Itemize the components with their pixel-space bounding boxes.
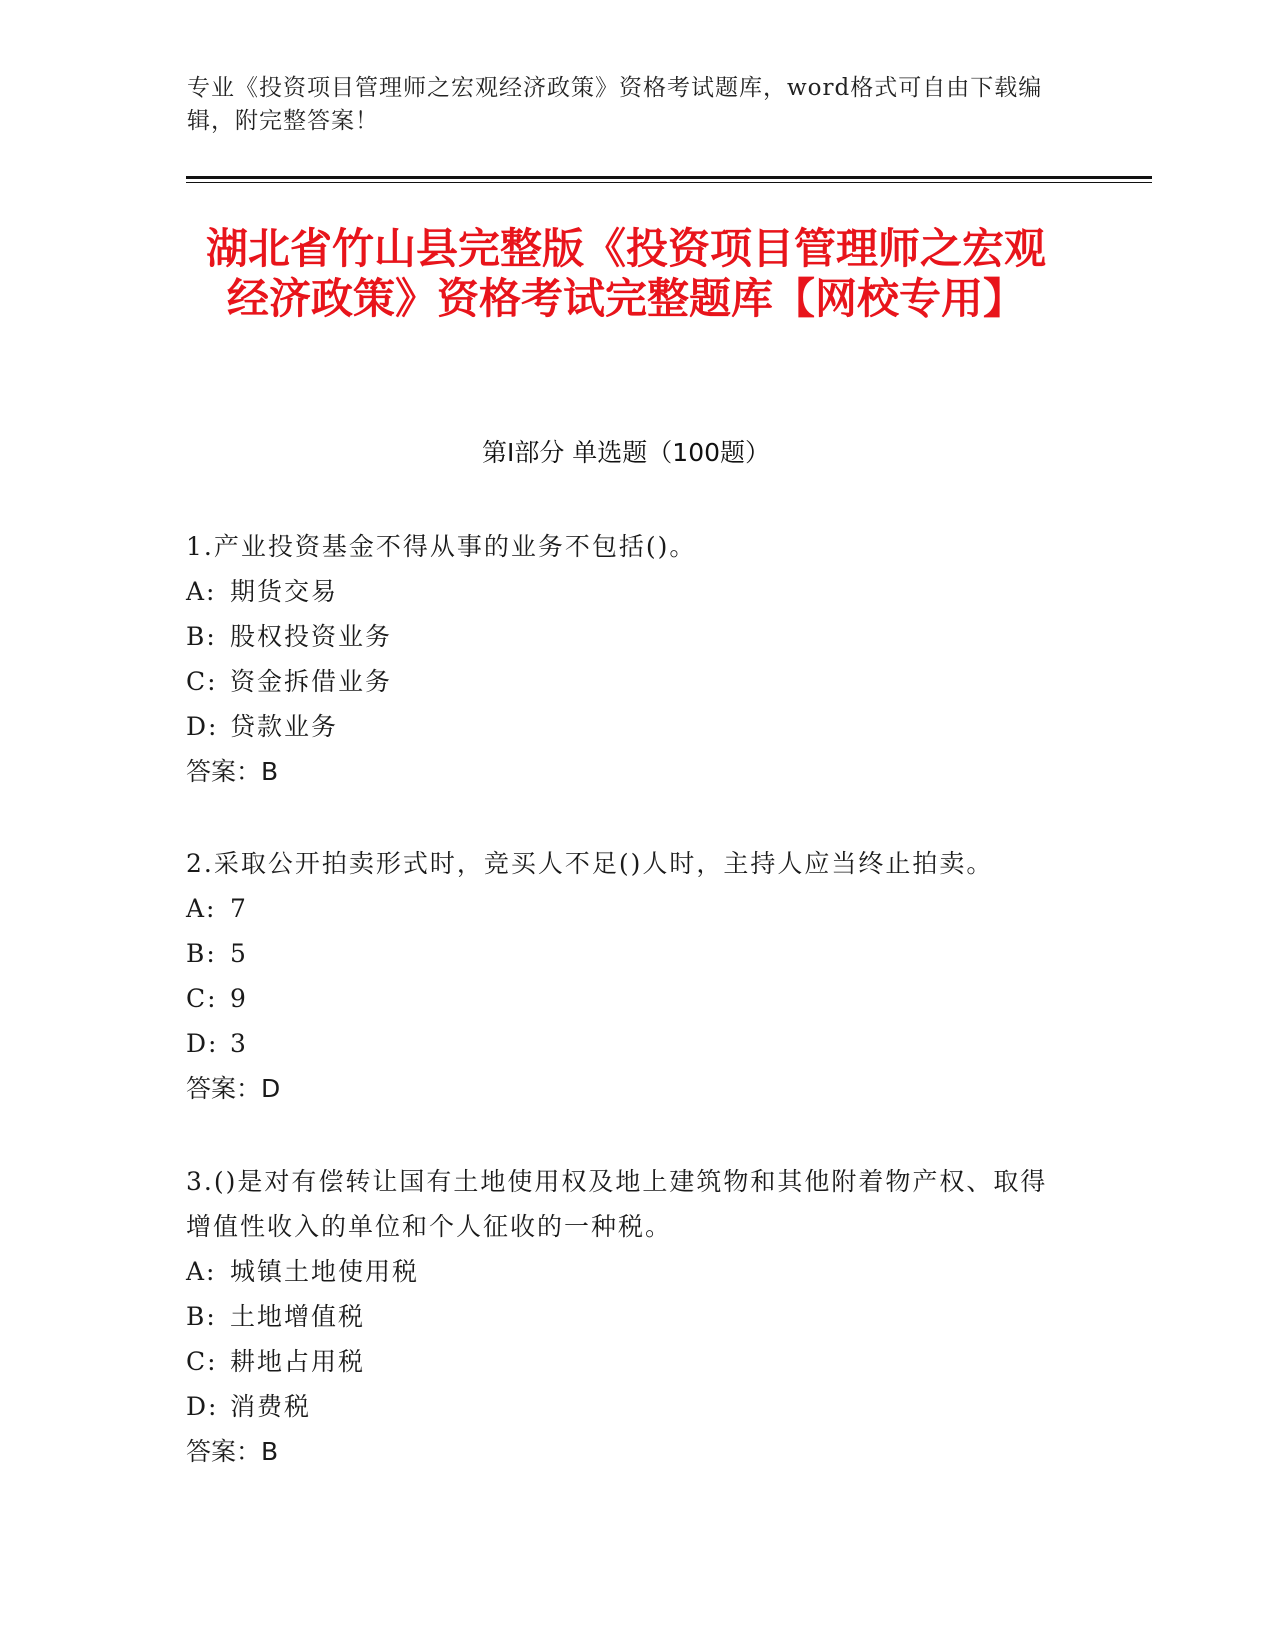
- option-letter: B:: [186, 939, 217, 968]
- option-d: [186, 1384, 1066, 1429]
- option-letter: D:: [186, 1392, 219, 1421]
- option-text: 资金拆借业务: [230, 667, 393, 696]
- question-stem: 2.采取公开拍卖形式时，竞买人不足()人时，主持人应当终止拍卖。: [186, 849, 994, 878]
- answer-line: 答案：B: [186, 1437, 279, 1466]
- option-text: 9: [230, 984, 248, 1013]
- option-text: 消费税: [230, 1392, 312, 1421]
- option-c: [186, 659, 1066, 704]
- option-c: [186, 1339, 1066, 1384]
- option-b: [186, 1294, 1066, 1339]
- option-letter: C:: [186, 667, 218, 696]
- option-text: 股权投资业务: [230, 622, 393, 651]
- option-letter: B:: [186, 1302, 217, 1331]
- option-letter: A:: [186, 577, 217, 606]
- option-text: 贷款业务: [230, 712, 339, 741]
- header-note: 专业《投资项目管理师之宏观经济政策》资格考试题库，word格式可自由下载编辑，附完整答案！: [187, 75, 1043, 134]
- option-text: 5: [230, 939, 248, 968]
- option-text: 7: [230, 894, 248, 923]
- option-text: 土地增值税: [230, 1302, 366, 1331]
- question-stem: 3.()是对有偿转让国有土地使用权及地上建筑物和其他附着物产权、取得增值性收入的单位和个人征收的一种税。: [186, 1167, 1048, 1241]
- answer-line: 答案：B: [186, 757, 279, 786]
- option-letter: A:: [186, 1257, 217, 1286]
- option-d: [186, 1021, 1066, 1066]
- option-letter: A:: [186, 894, 217, 923]
- answer-line: 答案：D: [186, 1074, 281, 1103]
- option-a: [186, 886, 1066, 931]
- option-text: 3: [230, 1029, 248, 1058]
- option-text: 耕地占用税: [230, 1347, 366, 1376]
- question-block: [186, 1159, 1066, 1474]
- option-b: [186, 614, 1066, 659]
- option-c: [186, 976, 1066, 1021]
- option-text: 城镇土地使用税: [230, 1257, 420, 1286]
- question-stem: 1.产业投资基金不得从事的业务不包括()。: [186, 532, 697, 561]
- question-block: [186, 524, 1066, 794]
- option-letter: C:: [186, 1347, 218, 1376]
- document-title: 湖北省竹山县完整版《投资项目管理师之宏观经济政策》资格考试完整题库【网校专用】: [205, 224, 1046, 323]
- option-letter: D:: [186, 712, 219, 741]
- header-rule-thick: [186, 176, 1152, 179]
- section-title: 第I部分 单选题（100题）: [481, 438, 771, 467]
- option-letter: B:: [186, 622, 217, 651]
- option-a: [186, 569, 1066, 614]
- option-letter: D:: [186, 1029, 219, 1058]
- question-block: [186, 841, 1066, 1111]
- option-d: [186, 704, 1066, 749]
- option-a: [186, 1249, 1066, 1294]
- option-b: [186, 931, 1066, 976]
- option-letter: C:: [186, 984, 218, 1013]
- option-text: 期货交易: [230, 577, 339, 606]
- header-rule-thin: [186, 182, 1152, 183]
